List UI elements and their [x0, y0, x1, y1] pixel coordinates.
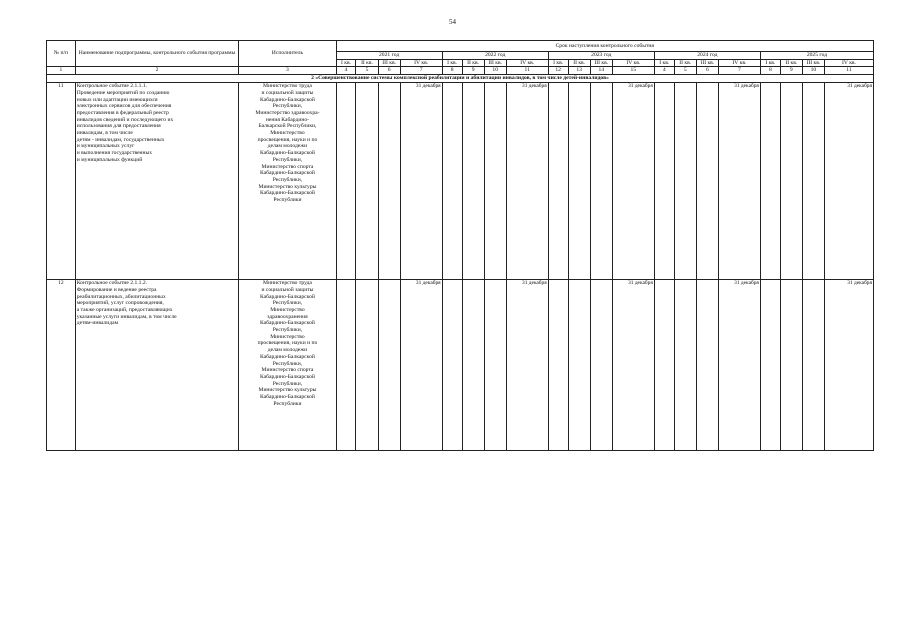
header-quarter: IV кв.	[718, 59, 760, 67]
column-number: 10	[484, 67, 506, 75]
header-year: 2024 год	[654, 52, 760, 60]
quarter-cell	[442, 280, 462, 451]
column-number: 10	[802, 67, 824, 75]
quarter-cell	[654, 280, 674, 451]
header-period: Срок наступления контрольного события	[336, 41, 873, 52]
header-quarter: II кв.	[568, 59, 590, 67]
header-quarter: III кв.	[590, 59, 612, 67]
quarter-cell	[696, 280, 718, 451]
quarter-cell	[802, 280, 824, 451]
column-number: 5	[356, 67, 378, 75]
column-number: 3	[239, 67, 336, 75]
header-quarter: IV кв.	[824, 59, 873, 67]
column-number: 7	[400, 67, 442, 75]
column-number: 6	[378, 67, 400, 75]
column-number: 4	[336, 67, 356, 75]
column-number: 9	[462, 67, 484, 75]
column-number: 11	[506, 67, 548, 75]
column-number: 6	[696, 67, 718, 75]
header-year: 2023 год	[548, 52, 654, 60]
quarter-deadline: 31 декабря	[824, 280, 873, 451]
column-number: 14	[590, 67, 612, 75]
page-number: 54	[449, 18, 456, 26]
quarter-cell	[378, 280, 400, 451]
header-year: 2021 год	[336, 52, 442, 60]
quarter-cell	[696, 83, 718, 280]
quarter-cell	[760, 280, 780, 451]
quarter-cell	[462, 83, 484, 280]
event-name: Контрольное событие 2.1.1.2. Формирование и ведение реестра реабилитационных, абилитационных мероприятий, услуг сопровождения, а также организаций, предоставляющих указанные услуги инвалидам, в том числе детям-инвалидам	[75, 280, 239, 451]
header-quarter: II кв.	[356, 59, 378, 67]
quarter-cell	[548, 280, 568, 451]
column-number: 15	[612, 67, 654, 75]
executor: Министерство труда и социальной защиты Кабардино-Балкарской Республики, Министерство здравоохранения Кабардино-Балкарской Республики, Министерство просвещения, науки и по делам молодежи Кабардино-Балкарской Республики, Министерство спорта Кабардино-Балкарской Республики, Министерство культуры Кабардино-Балкарской Республики	[239, 280, 336, 451]
quarter-cell	[484, 83, 506, 280]
header-quarter: IV кв.	[506, 59, 548, 67]
quarter-cell	[336, 280, 356, 451]
column-number: 5	[674, 67, 696, 75]
quarter-deadline: 31 декабря	[612, 83, 654, 280]
table-row	[47, 83, 874, 280]
row-number: 12	[47, 280, 76, 451]
column-number: 2	[75, 67, 239, 75]
column-number: 12	[548, 67, 568, 75]
header-quarter: III кв.	[484, 59, 506, 67]
header-quarter: III кв.	[802, 59, 824, 67]
quarter-cell	[356, 83, 378, 280]
quarter-deadline: 31 декабря	[718, 280, 760, 451]
header-quarter: II кв.	[462, 59, 484, 67]
quarter-cell	[442, 83, 462, 280]
quarter-cell	[548, 83, 568, 280]
header-quarter: I кв.	[548, 59, 568, 67]
executor: Министерство труда и социальной защиты Кабардино-Балкарской Республики, Министерство здравоохра- нения Кабардино- Балкарской Республики, Министерство просвещения, науки и по делам молодежи Кабардино-Балкарской Республики, Министерство спорта Кабардино-Балкарской Республики, Министерство культуры Кабардино-Балкарской Республики	[239, 83, 336, 280]
quarter-deadline: 31 декабря	[506, 280, 548, 451]
quarter-cell	[674, 83, 696, 280]
header-year: 2022 год	[442, 52, 548, 60]
quarter-cell	[780, 83, 802, 280]
header-quarter: III кв.	[378, 59, 400, 67]
column-number: 13	[568, 67, 590, 75]
quarter-deadline: 31 декабря	[612, 280, 654, 451]
quarter-cell	[568, 280, 590, 451]
column-number: 1	[47, 67, 76, 75]
header-name: Наименование подпрограммы, контрольного события программы	[75, 41, 239, 67]
header-year: 2025 год	[760, 52, 873, 60]
column-number: 11	[824, 67, 873, 75]
quarter-cell	[568, 83, 590, 280]
header-quarter: I кв.	[760, 59, 780, 67]
header-quarter: IV кв.	[612, 59, 654, 67]
event-name: Контрольное событие 2.1.1.1. Проведение мероприятий по созданию новых или адаптации имеющихся электронных сервисов для обеспечения предоставления в федеральный реестр инвалидов сведений и последующего их использования для предоставления инвалидам, в том числе детям - инвалидам, государственных и муниципальных услуг и выполнения государственных и муниципальных функций	[75, 83, 239, 280]
quarter-cell	[378, 83, 400, 280]
quarter-cell	[356, 280, 378, 451]
quarter-deadline: 31 декабря	[400, 280, 442, 451]
row-number: 11	[47, 83, 76, 280]
column-numbers-row	[47, 67, 874, 75]
quarter-deadline: 31 декабря	[824, 83, 873, 280]
column-number: 4	[654, 67, 674, 75]
control-events-table	[46, 40, 874, 451]
quarter-deadline: 31 декабря	[400, 83, 442, 280]
header-quarter: II кв.	[780, 59, 802, 67]
quarter-cell	[590, 83, 612, 280]
quarter-cell	[484, 280, 506, 451]
control-events-table-wrapper	[46, 40, 874, 467]
header-quarter: I кв.	[442, 59, 462, 67]
header-num: № п/п	[47, 41, 76, 67]
table-row	[47, 280, 874, 451]
quarter-deadline: 31 декабря	[506, 83, 548, 280]
table-body	[47, 67, 874, 451]
section-title: 2 «Совершенствование системы комплексной реабилитации и абилитации инвалидов, в том числе детей-инвалидов»	[47, 75, 874, 83]
quarter-cell	[590, 280, 612, 451]
header-quarter: I кв.	[654, 59, 674, 67]
quarter-cell	[336, 83, 356, 280]
quarter-cell	[674, 280, 696, 451]
column-number: 8	[760, 67, 780, 75]
quarter-deadline: 31 декабря	[718, 83, 760, 280]
quarter-cell	[760, 83, 780, 280]
header-executor: Исполнитель	[239, 41, 336, 67]
quarter-cell	[780, 280, 802, 451]
header-quarter: IV кв.	[400, 59, 442, 67]
header-quarter: III кв.	[696, 59, 718, 67]
column-number: 7	[718, 67, 760, 75]
column-number: 9	[780, 67, 802, 75]
quarter-cell	[654, 83, 674, 280]
column-number: 8	[442, 67, 462, 75]
header-quarter: I кв.	[336, 59, 356, 67]
header-quarter: II кв.	[674, 59, 696, 67]
quarter-cell	[802, 83, 824, 280]
quarter-cell	[462, 280, 484, 451]
